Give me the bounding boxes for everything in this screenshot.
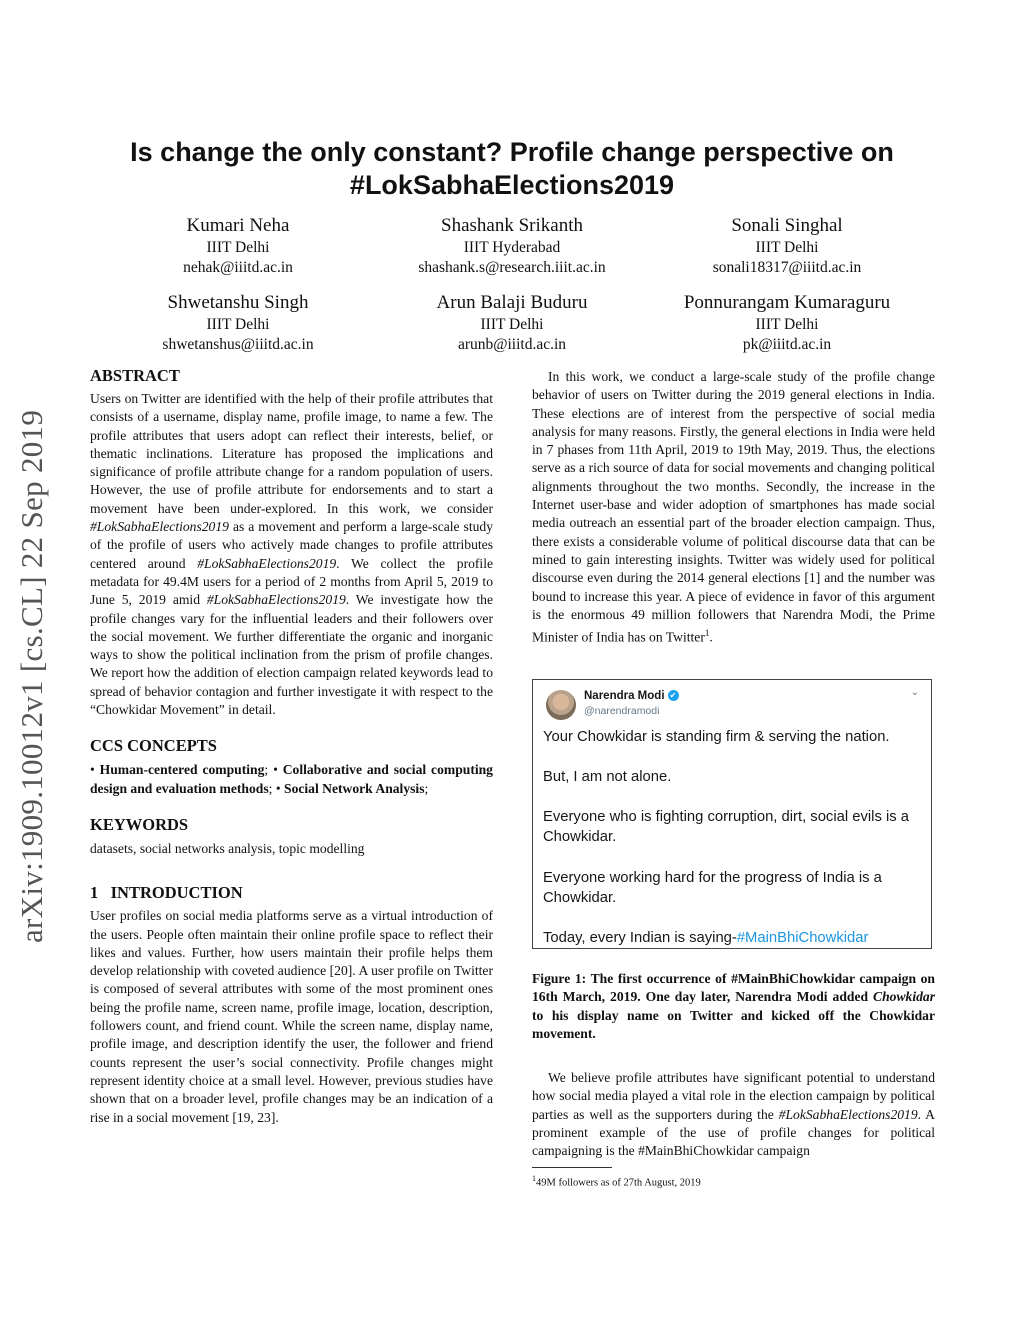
author-name: Kumari Neha <box>186 215 290 236</box>
tweet-line: Everyone working hard for the progress of India is a Chowkidar. <box>543 870 882 906</box>
tweet-line: But, I am not alone. <box>543 769 672 785</box>
arxiv-identifier: arXiv:1909.10012v1 [cs.CL] 22 Sep 2019 <box>14 409 49 943</box>
author-name: Arun Balaji Buduru <box>436 292 588 313</box>
left-column <box>90 366 493 1127</box>
avatar <box>546 690 576 720</box>
author-block <box>367 291 657 355</box>
author-block <box>93 214 383 278</box>
author-email[interactable]: arunb@iiitd.ac.in <box>457 336 567 353</box>
tweet-line: Everyone who is fighting corruption, dirt, social evils is a Chowkidar. <box>543 809 909 845</box>
author-affiliation: IIIT Delhi <box>755 239 819 256</box>
author-name: Ponnurangam Kumaraguru <box>683 292 891 313</box>
author-name: Shwetanshu Singh <box>167 292 309 313</box>
chevron-down-icon: ⌄ <box>910 687 919 698</box>
author-affiliation: IIIT Hyderabad <box>463 239 561 256</box>
tweet-line: Today, every Indian is saying-#MainBhiChowkidar <box>543 930 869 946</box>
keywords-heading: KEYWORDS <box>90 814 189 834</box>
author-block <box>642 214 932 278</box>
footnote: $^1$49M followers as of 27th August, 2019 <box>532 1174 701 1189</box>
footnote-rule <box>532 1167 612 1168</box>
introduction-heading: 1 INTRODUCTION <box>90 883 243 903</box>
author-block <box>642 291 932 355</box>
introduction-text: User profiles on social media platforms serve as a virtual introduction of the users. People often maintain their online profile space to reflect their likes and values. Further, how users maintain their profile helps them develop relationship with coveted audience [20]. A user profile on Twitter is composed of several attributes with some of the most prominent ones being the profile name, screen name, profile image, location, description, followers count, and friend count. While the screen name, display name, profile image, and description identify the user, the follower and friend counts represent the user’s social connectivity. Profile changes might represent identity choice at a small level. However, previous studies have shown that on a broader level, profile changes may be an indication of a rise in a social movement [19, 23]. <box>90 908 493 1125</box>
author-affiliation: IIIT Delhi <box>755 316 819 333</box>
tweet-author-name: Narendra Modi ✔ <box>584 690 679 702</box>
author-email[interactable]: shashank.s@research.iiit.ac.in <box>418 259 606 276</box>
figure-caption: Figure 1: The first occurrence of #MainBhiChowkidar campaign on 16th March, 2019. One day later, Narendra Modi added Chowkidar to his display name on Twitter and kicked off the Chowkidar movement. <box>532 971 935 1041</box>
title-line-2: #LokSabhaElections2019 <box>349 170 675 200</box>
ccs-concepts: • Human-centered computing; • Collaborative and social computing design and evaluation methods; • Social Network Analysis; <box>90 762 493 796</box>
author-name: Shashank Srikanth <box>441 215 583 236</box>
author-affiliation: IIIT Delhi <box>206 239 270 256</box>
right-column-top <box>532 368 935 647</box>
ccs-heading: CCS CONCEPTS <box>90 736 217 756</box>
author-email[interactable]: pk@iiitd.ac.in <box>742 336 832 353</box>
author-affiliation: IIIT Delhi <box>480 316 544 333</box>
right-paragraph-2: We believe profile attributes have significant potential to understand how social media played a vital role in the election campaign by political parties as well as the supporters during the #LokSabhaElections2019. A prominent example of the use of profile changes for political campaigning is the #MainBhiChowkidar campaign <box>532 1070 935 1159</box>
verified-badge-icon: ✔ <box>668 690 679 701</box>
author-name: Sonali Singhal <box>731 215 843 236</box>
keywords-text: datasets, social networks analysis, topic modelling <box>90 840 365 856</box>
author-email[interactable]: nehak@iiitd.ac.in <box>183 259 293 276</box>
abstract-text: Users on Twitter are identified with the help of their profile attributes that consists of a username, display name, profile image, to name a few. The profile attributes that users adopt can reflect their interests, belief, or thematic inclinations. Literature has proposed the implications and significance of profile attribute change for a random population of users. However, the use of profile attribute for endorsements and to start a movement have been under-explored. In this work, we consider #LokSabhaElections2019 as a movement and perform a large-scale study of the profile of users who actively made changes to profile attributes centered around #LokSabhaElections2019. We collect the profile metadata for 49.4M users for a period of 2 months from April 5, 2019 to June 5, 2019 amid #LokSabhaElections2019. We investigate how the profile changes vary for the influential leaders and their followers over the social movement. We further differentiate the organic and inorganic ways to show the political inclination from the prism of profile changes. We report how the addition of election campaign related keywords lead to spread of behavior contagion and further investigate it with respect to the “Chowkidar Movement” in detail. <box>90 391 494 718</box>
title-line-1: Is change the only constant? Profile change perspective on <box>130 137 894 167</box>
tweet-figure <box>532 679 932 949</box>
abstract-heading: ABSTRACT <box>90 366 180 385</box>
paper-title <box>110 136 914 202</box>
author-block <box>93 291 383 355</box>
right-paragraph-1: In this work, we conduct a large-scale study of the profile change behavior of users on Twitter during the 2019 general elections in India. These elections are of interest from the perspective of social media analysis for many reasons. Firstly, the general elections in India were held in 7 phases from 11th April, 2019 to 19th May, 2019. Thus, the elections serve as a rich source of data for social movements and changing political alignments throughout the two months. Secondly, the increase in the Internet user-base and wider adoption of smartphones has made social media outreach an essential part of the broader election campaign. Thus, there exists a considerable volume of political discourse data that can be mined to gain interesting insights. Twitter was widely used for political discourse even during the 2014 general elections [1] and the number was bound to increase this year. A piece of evidence in favor of this argument is the enormous 49 million followers that Narendra Modi, the Prime Minister of India has on Twitter$^1$. <box>532 369 935 645</box>
author-email[interactable]: shwetanshus@iiitd.ac.in <box>162 336 314 353</box>
hashtag-link[interactable]: #MainBhiChowkidar <box>736 930 869 946</box>
author-block <box>367 214 657 278</box>
tweet-handle: @narendramodi <box>584 705 660 717</box>
right-column-bottom <box>532 1069 935 1160</box>
author-email[interactable]: sonali18317@iiitd.ac.in <box>712 259 862 276</box>
author-affiliation: IIIT Delhi <box>206 316 270 333</box>
tweet-line: Your Chowkidar is standing firm & serving the nation. <box>543 729 890 745</box>
